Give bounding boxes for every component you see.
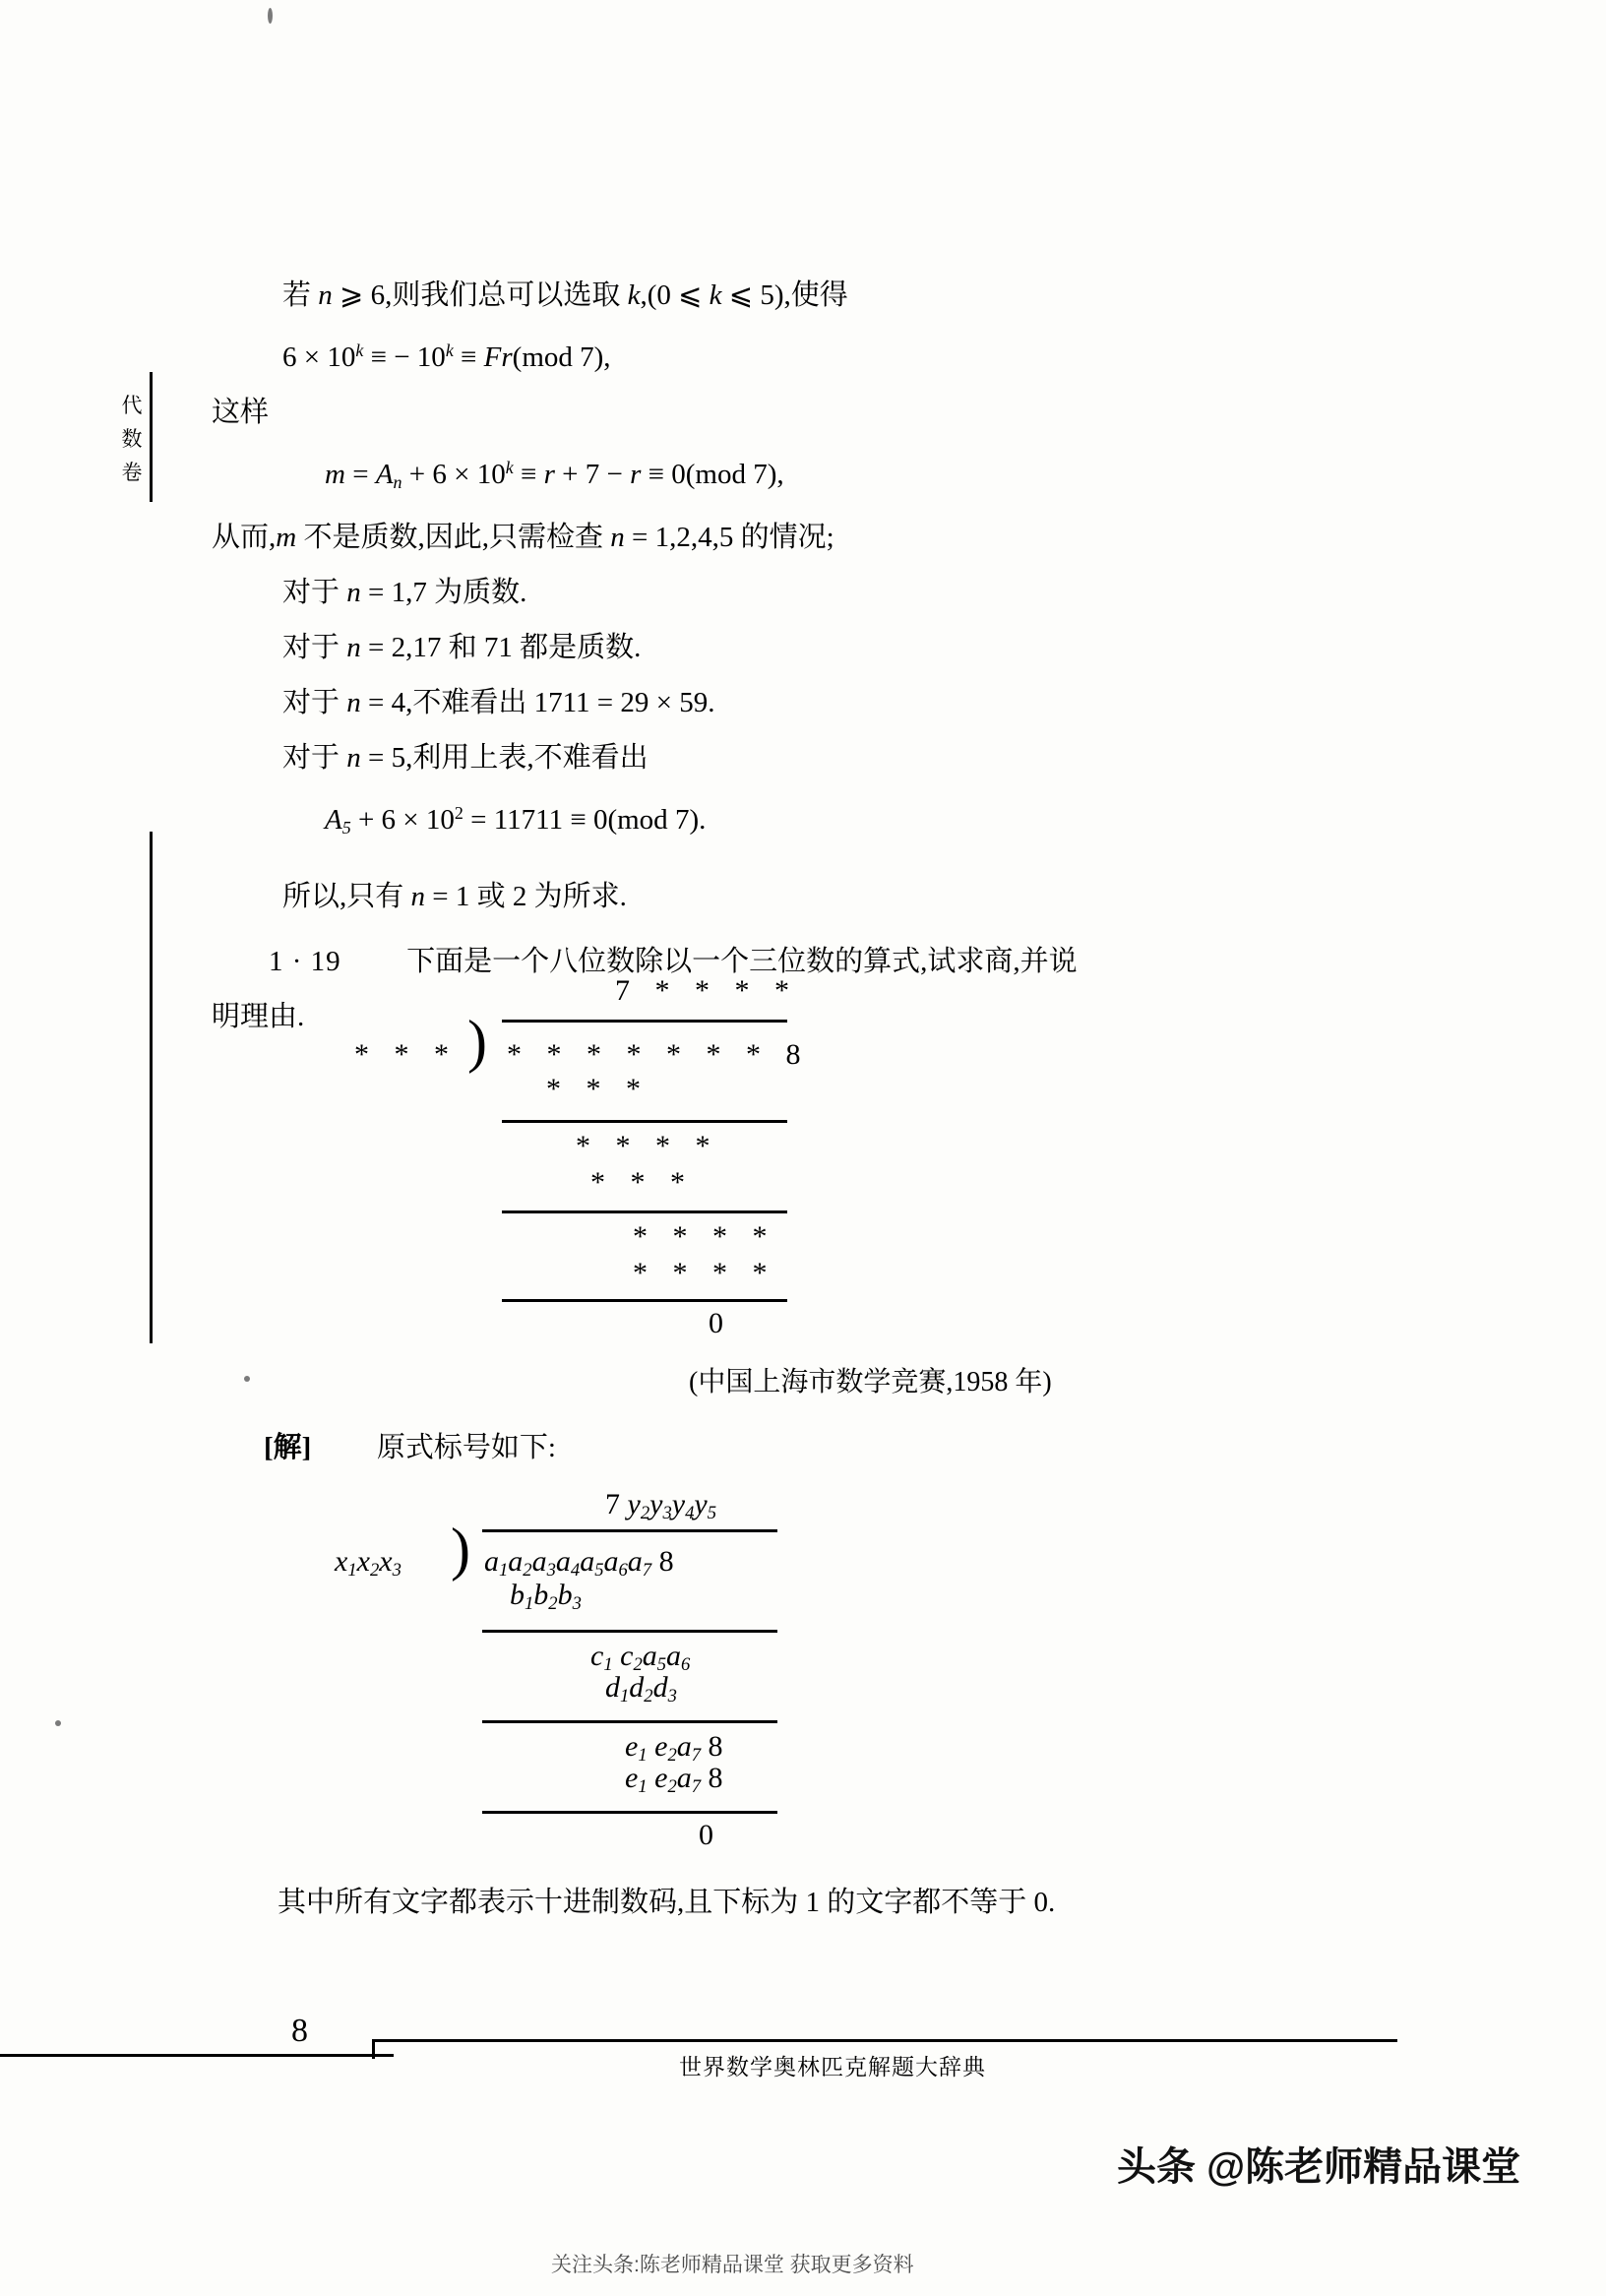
division2-step-1: $b_1b_2b_3$ xyxy=(510,1579,582,1615)
body-line-5: 从而,m 不是质数,因此,只需检查 n = 1,2,4,5 的情况; xyxy=(212,521,834,553)
division2-remainder: 0 xyxy=(699,1819,713,1851)
scan-speck xyxy=(268,8,273,24)
side-rule-top xyxy=(150,372,153,502)
source-attribution: (中国上海市数学竞赛,1958 年) xyxy=(689,1367,1052,1397)
solution-line xyxy=(264,1425,556,1465)
side-margin-label xyxy=(116,389,150,489)
division1-rule-3 xyxy=(502,1299,787,1302)
scan-speck xyxy=(244,1376,250,1382)
page-number: 8 xyxy=(291,2013,308,2049)
body-line-2: $6 \times 10^k$ ≡ − $10^k \equiv Fr(mod$ 7), xyxy=(282,341,611,373)
side-rule-middle xyxy=(150,832,153,1343)
closing-sentence: 其中所有文字都表示十进制数码,且下标为 1 的文字都不等于 0. xyxy=(278,1887,1056,1918)
body-line-8: 对于 n = 4,不难看出 1711 = 29 × 59. xyxy=(282,686,715,718)
division1-step-2: * * * * xyxy=(576,1130,719,1162)
body-text-column xyxy=(212,268,1333,1044)
division2-step-2: $c_1$ $c_2a_5a_6$ xyxy=(590,1640,691,1676)
problem-statement-text-1: 下面是一个八位数除以一个三位数的算式,试求商,并说 xyxy=(406,945,1078,977)
side-label-char-1: 代 xyxy=(121,394,145,417)
division1-step-5: * * * * xyxy=(633,1257,776,1289)
body-line-10: $A_5 + 6 \times 10^2 = 11711 \equiv 0(mod$ 7). xyxy=(325,802,707,838)
solution-intro: 原式标号如下: xyxy=(376,1432,556,1463)
division1-remainder: 0 xyxy=(709,1307,723,1339)
division2-divisor: $x_1x_2x_3$ xyxy=(335,1545,402,1582)
division2-step-5: $e_1$ $e_2a_7$ 8 xyxy=(625,1762,723,1798)
division1-step-3: * * * xyxy=(590,1166,694,1199)
division2-step-3: $d_1d_2d_3$ xyxy=(605,1671,677,1707)
division-bracket-icon-2: ) xyxy=(451,1517,470,1582)
division1-quotient: 7 * * * * xyxy=(615,974,798,1007)
footer-book-title: 世界数学奥林匹克解题大辞典 xyxy=(679,2055,986,2079)
problem-statement-line-2: 明理由. xyxy=(212,1000,305,1032)
division2-rule-2 xyxy=(482,1720,777,1723)
side-label-char-3: 卷 xyxy=(121,461,145,484)
body-line-3: 这样 xyxy=(212,396,270,428)
division1-step-4: * * * * xyxy=(633,1220,776,1253)
division2-rule-3 xyxy=(482,1811,777,1814)
division1-step-1: * * * xyxy=(546,1073,649,1105)
division1-divisor: * * * xyxy=(354,1038,458,1071)
solution-marker: [解] xyxy=(264,1432,312,1463)
footer-rule-right xyxy=(374,2039,1397,2042)
body-line-9: 对于 n = 5,利用上表,不难看出 xyxy=(282,741,649,774)
division-bracket-icon: ) xyxy=(467,1009,487,1074)
division2-rule-1 xyxy=(482,1630,777,1633)
watermark-main: 头条 @陈老师精品课堂 xyxy=(1117,2145,1521,2189)
footer-rule-left xyxy=(0,2054,394,2057)
division2-step-4: $e_1$ $e_2a_7$ 8 xyxy=(625,1730,723,1767)
body-line-1: 若 n ⩾ 6,则我们总可以选取 k,(0 ⩽ k ⩽ 5),使得 xyxy=(282,279,848,311)
division1-rule-1 xyxy=(502,1120,787,1123)
body-line-11: 所以,只有 n = 1 或 2 为所求. xyxy=(282,880,627,912)
body-line-4: $m = A_n + 6 \times 10^k \equiv r + 7 - r \equiv 0(mod$ 7), xyxy=(325,457,784,492)
body-line-7: 对于 n = 2,17 和 71 都是质数. xyxy=(282,631,642,663)
division1-vinculum xyxy=(502,1020,787,1023)
division1-dividend: * * * * * * * 8 xyxy=(507,1038,810,1071)
body-line-6: 对于 n = 1,7 为质数. xyxy=(282,576,527,608)
division1-rule-2 xyxy=(502,1210,787,1213)
scan-speck xyxy=(55,1720,61,1726)
division2-dividend: $a_1a_2a_3a_4a_5a_6a_7$ 8 xyxy=(484,1545,674,1582)
division2-vinculum xyxy=(482,1529,777,1532)
division2-quotient: 7 $y_2y_3y_4y_5$ xyxy=(605,1488,716,1524)
problem-number: 1 · 19 xyxy=(269,945,341,977)
watermark-subtitle: 关注头条:陈老师精品课堂 获取更多资料 xyxy=(551,2254,914,2276)
side-label-char-2: 数 xyxy=(121,427,145,451)
footer-rule-tick xyxy=(372,2039,375,2059)
